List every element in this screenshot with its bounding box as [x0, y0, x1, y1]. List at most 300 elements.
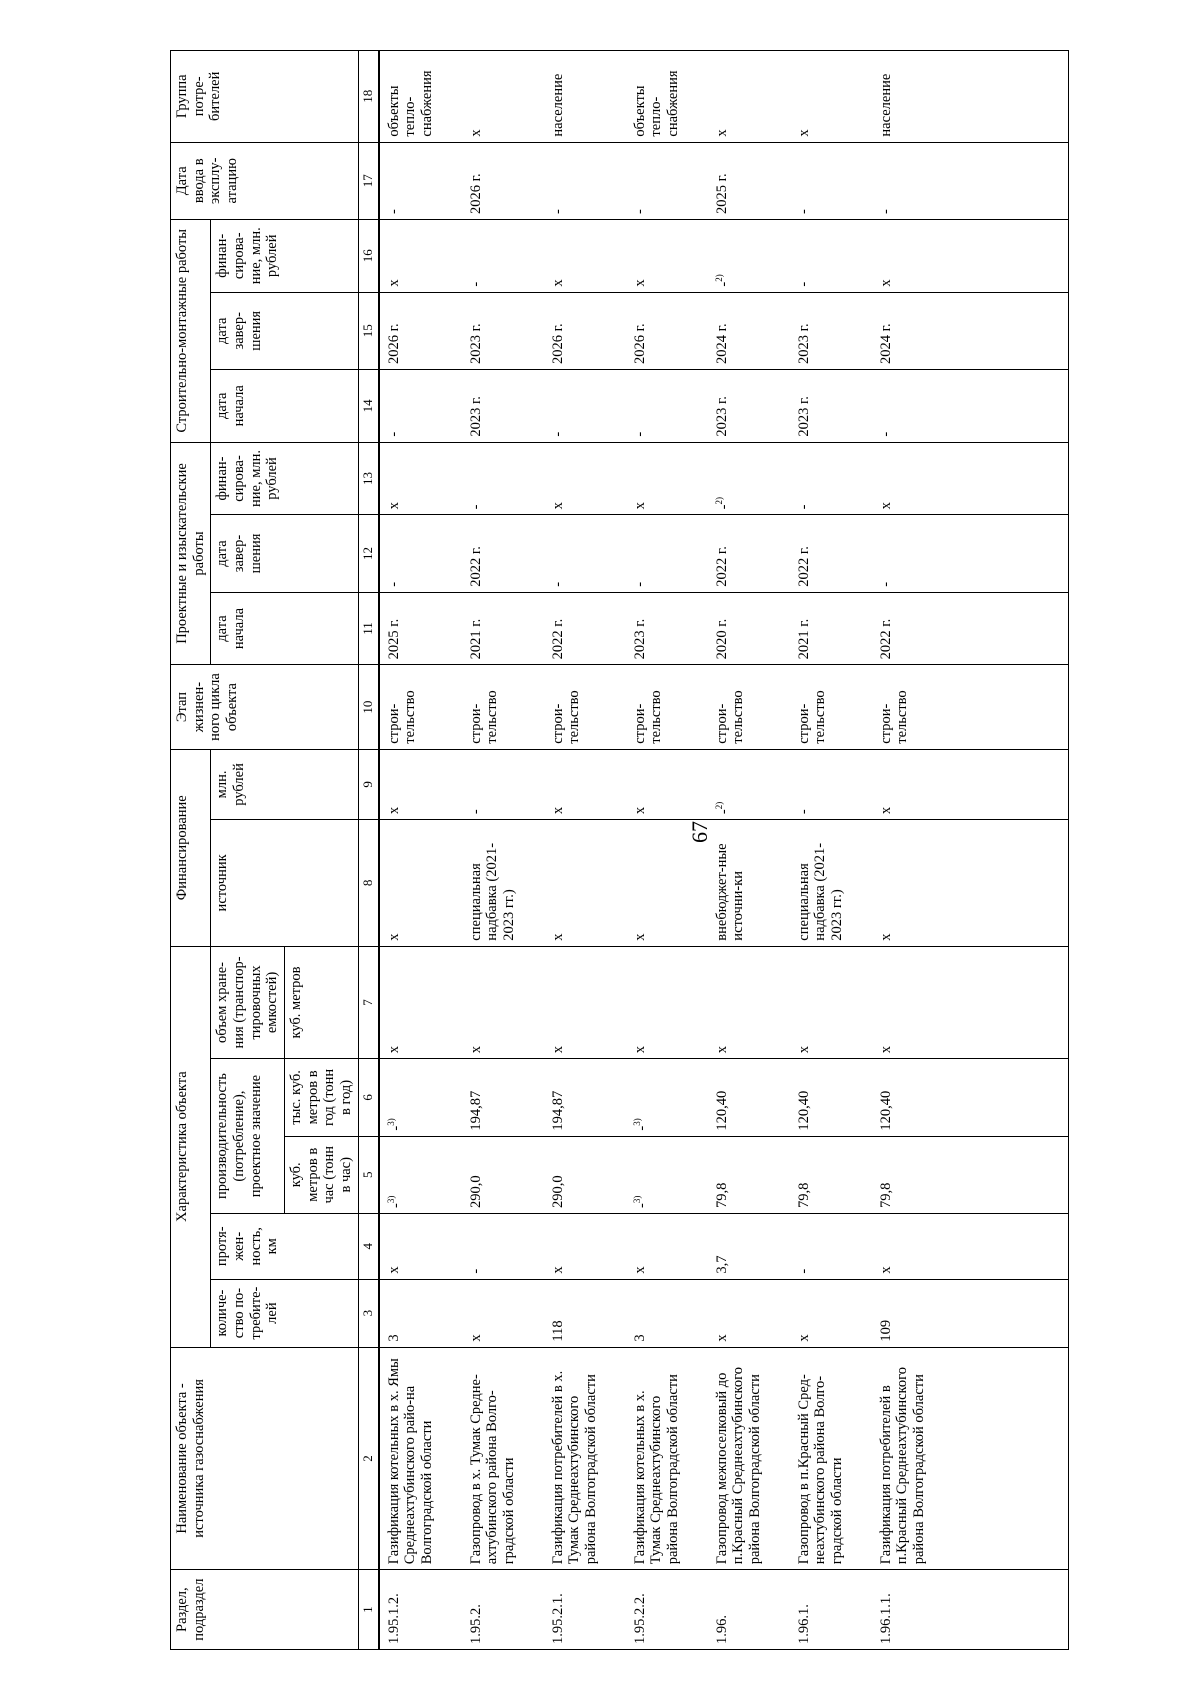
col-number: 7: [358, 946, 378, 1059]
cell-value: x: [549, 1266, 566, 1274]
table-cell-col-12: [462, 515, 544, 592]
cell-value: строи-тельство: [467, 690, 501, 744]
cell-value: население: [877, 73, 894, 137]
cell-value: 194,87: [467, 1090, 484, 1131]
table-cell-col-4: [379, 1213, 462, 1279]
table-cell-col-14: [379, 369, 462, 442]
cell-value: 1.95.2.: [467, 1604, 484, 1644]
cell-value: 1.96.1.: [795, 1604, 812, 1644]
table-cell-col-7: [379, 946, 462, 1059]
cell-value: строи-тельство: [385, 690, 419, 744]
cell-value: x: [713, 1334, 730, 1342]
header-consumers-count: количе-ство по-требите-лей: [211, 1279, 358, 1347]
table-cell-col-2: [379, 1347, 462, 1570]
header-design-financing: финан-сирова-ние, млн. рублей: [211, 442, 358, 515]
table-cell-col-1: [544, 1570, 626, 1650]
cell-value: 1.95.1.2.: [385, 1593, 402, 1644]
header-object-name: Наименование объекта - источника газоснабжения: [171, 1347, 359, 1570]
table-cell-col-6: [872, 1059, 1069, 1136]
col-number: 10: [358, 665, 378, 749]
cell-value: 290,0: [467, 1175, 484, 1208]
cell-value: 79,8: [795, 1182, 812, 1208]
table-cell-col-1: [462, 1570, 544, 1650]
table-row: [626, 51, 708, 1650]
table-cell-col-7: [544, 946, 626, 1059]
cell-value: 2024 г.: [877, 323, 894, 364]
table-cell-col-3: [708, 1279, 790, 1347]
rotated-table-container: [170, 50, 1200, 1650]
cell-value: -: [385, 581, 402, 587]
table-cell-col-14: [544, 369, 626, 442]
table-cell-col-6: [462, 1059, 544, 1136]
table-cell-col-11: [790, 592, 872, 665]
table-cell-col-9: [790, 749, 872, 819]
col-number: 12: [358, 515, 378, 592]
table-cell-col-11: [544, 592, 626, 665]
table-cell-col-3: [379, 1279, 462, 1347]
cell-value: x: [877, 806, 894, 815]
cell-value: -: [549, 431, 566, 437]
cell-value: 2022 г.: [713, 546, 730, 587]
table-cell-col-12: [790, 515, 872, 592]
cell-value: 2023 г.: [467, 323, 484, 364]
table-cell-col-12: [379, 515, 462, 592]
table-cell-col-13: [379, 442, 462, 515]
table-cell-col-4: [790, 1213, 872, 1279]
table-cell-col-11: [708, 592, 790, 665]
table-cell-col-6: [379, 1059, 462, 1136]
table-cell-col-16: [379, 219, 462, 292]
cell-value: 1.96.1.1.: [877, 1593, 894, 1644]
table-cell-col-6: [708, 1059, 790, 1136]
cell-value: 3: [385, 1334, 402, 1342]
header-design-end: дата завер-шения: [211, 515, 358, 592]
table-cell-col-8: [872, 820, 1069, 947]
table-row: [379, 51, 462, 1650]
table-cell-col-18: [872, 51, 1069, 143]
cell-value: -: [631, 431, 648, 437]
table-cell-col-7: [872, 946, 1069, 1059]
table-cell-col-17: [708, 142, 790, 219]
header-length-km: протя-жен-ность, км: [211, 1213, 358, 1279]
header-section: Раздел, подраздел: [171, 1570, 359, 1650]
table-cell-col-10: [790, 665, 872, 749]
header-financing: Финансирование: [171, 749, 211, 946]
table-cell-col-15: [626, 292, 708, 369]
table-cell-col-10: [462, 665, 544, 749]
table-cell-col-15: [708, 292, 790, 369]
table-cell-col-10: [379, 665, 462, 749]
cell-value: x: [631, 502, 648, 510]
header-design-works: Проектные и изыскательские работы: [171, 442, 211, 665]
table-cell-col-17: [544, 142, 626, 219]
cell-value: Газопровод межпоселковый до п.Красный Среднеахтубинского района Волгоградской области: [713, 1367, 763, 1565]
cell-value: специальная надбавка (2021-2023 гг.): [467, 842, 517, 941]
cell-value: 2026 г.: [549, 323, 566, 364]
table-body: [379, 51, 1069, 1650]
cell-value: 2026 г.: [631, 323, 648, 364]
cell-value: строи-тельство: [713, 690, 747, 744]
header-lifecycle-stage: Этап жизнен-ного цикла объекта: [171, 665, 359, 749]
table-cell-col-5: [379, 1136, 462, 1213]
table-cell-col-8: [708, 820, 790, 947]
table-cell-col-15: [544, 292, 626, 369]
header-object-characteristics: Характеристика объекта: [171, 946, 211, 1347]
cell-value: -: [795, 504, 812, 510]
cell-value: x: [713, 129, 730, 137]
cell-value: -: [467, 281, 484, 287]
table-cell-col-1: [872, 1570, 1069, 1650]
table-cell-col-3: [462, 1279, 544, 1347]
table-cell-col-10: [708, 665, 790, 749]
table-cell-col-1: [626, 1570, 708, 1650]
table-cell-col-10: [626, 665, 708, 749]
header-design-start: дата начала: [211, 592, 358, 665]
table-row: [462, 51, 544, 1650]
cell-value: x: [877, 933, 894, 941]
table-cell-col-4: [626, 1213, 708, 1279]
footnote-marker: 2): [713, 274, 724, 282]
header-capacity-hourly: куб. метров в час (тонн в час): [285, 1136, 359, 1213]
header-storage-volume: объем хране-ния (транспор-тировочных емкостей): [211, 946, 285, 1059]
cell-value: строи-тельство: [877, 690, 911, 744]
table-cell-col-14: [872, 369, 1069, 442]
cell-value: 2023 г.: [631, 618, 648, 660]
table-cell-col-12: [626, 515, 708, 592]
cell-value: строи-тельство: [795, 690, 829, 744]
cell-value: 109: [877, 1319, 894, 1342]
col-number: 1: [358, 1570, 378, 1650]
table-cell-col-7: [708, 946, 790, 1059]
col-number: 15: [358, 292, 378, 369]
cell-value: x: [549, 806, 566, 815]
table-cell-col-15: [872, 292, 1069, 369]
table-cell-col-2: [872, 1347, 1069, 1570]
table-cell-col-16: [872, 219, 1069, 292]
table-cell-col-17: [379, 142, 462, 219]
cell-value: -: [631, 209, 648, 214]
table-cell-col-18: [462, 51, 544, 143]
col-number: 4: [358, 1213, 378, 1279]
col-number: 3: [358, 1279, 378, 1347]
cell-value: объекты тепло-снабжения: [631, 70, 681, 137]
table-cell-col-8: [462, 820, 544, 947]
table-cell-col-18: [626, 51, 708, 143]
table-cell-col-12: [544, 515, 626, 592]
header-fin-source: источник: [211, 820, 358, 947]
cell-value: 2022 г.: [549, 618, 566, 660]
table-cell-col-17: [626, 142, 708, 219]
col-number: 11: [358, 592, 378, 665]
cell-value: Газопровод в х. Тумак Средне-ахтубинского района Волго-градской области: [467, 1374, 517, 1565]
col-number: 14: [358, 369, 378, 442]
table-cell-col-1: [379, 1570, 462, 1650]
table-cell-col-18: [544, 51, 626, 143]
cell-value: x: [631, 1266, 648, 1274]
cell-value: -: [387, 1203, 404, 1208]
cell-value: строи-тельство: [549, 690, 583, 744]
cell-value: x: [549, 502, 566, 510]
table-cell-col-5: [544, 1136, 626, 1213]
cell-value: Газификация потребителей в х. Тумак Среднеахтубинского района Волгоградской области: [549, 1370, 599, 1565]
cell-value: -: [633, 1125, 650, 1131]
cell-value: -: [877, 209, 894, 214]
cell-value: -: [877, 431, 894, 437]
cell-value: x: [385, 279, 402, 287]
table-row: [708, 51, 790, 1650]
cell-value: x: [877, 279, 894, 287]
table-cell-col-16: [790, 219, 872, 292]
table-cell-col-11: [462, 592, 544, 665]
table-cell-col-5: [626, 1136, 708, 1213]
cell-value: 2026 г.: [467, 173, 484, 214]
table-cell-col-5: [872, 1136, 1069, 1213]
table-cell-col-3: [626, 1279, 708, 1347]
col-number: 5: [358, 1136, 378, 1213]
header-storage-unit: куб. метров: [285, 946, 359, 1059]
cell-value: внебюджет-ные источни-ки: [713, 843, 747, 941]
cell-value: -: [795, 1268, 812, 1274]
cell-value: 194,87: [549, 1090, 566, 1131]
table-cell-col-13: [544, 442, 626, 515]
table-cell-col-11: [626, 592, 708, 665]
table-cell-col-8: [379, 820, 462, 947]
cell-value: строи-тельство: [631, 690, 665, 744]
cell-value: Газопровод в п.Красный Сред-неахтубинского района Волго-градской области: [795, 1374, 845, 1565]
cell-value: 2022 г.: [795, 546, 812, 587]
table-row: [872, 51, 1069, 1650]
cell-value: -: [467, 809, 484, 815]
table-cell-col-2: [790, 1347, 872, 1570]
page-number: 67: [687, 821, 712, 843]
table-cell-col-14: [626, 369, 708, 442]
table-cell-col-11: [872, 592, 1069, 665]
header-construction-works: Строительно-монтажные работы: [171, 219, 211, 442]
cell-value: 2026 г.: [385, 323, 402, 364]
cell-value: 2020 г.: [713, 618, 730, 660]
cell-value: x: [877, 1045, 894, 1054]
table-cell-col-14: [462, 369, 544, 442]
cell-value: x: [467, 1334, 484, 1342]
col-number: 18: [358, 51, 378, 143]
cell-value: x: [467, 1045, 484, 1054]
cell-value: 1.95.2.1.: [549, 1593, 566, 1644]
table-cell-col-1: [790, 1570, 872, 1650]
table-cell-col-14: [708, 369, 790, 442]
cell-value: Газификация котельных в х. Тумак Среднеахтубинского района Волгоградской области: [631, 1374, 681, 1565]
col-number: 2: [358, 1347, 378, 1570]
table-cell-col-8: [626, 820, 708, 947]
col-number: 9: [358, 749, 378, 819]
table-cell-col-12: [872, 515, 1069, 592]
table-cell-col-10: [872, 665, 1069, 749]
cell-value: x: [631, 1045, 648, 1054]
table-cell-col-3: [544, 1279, 626, 1347]
cell-value: x: [385, 806, 402, 815]
cell-value: специальная надбавка (2021-2023 гг.): [795, 842, 845, 941]
cell-value: x: [713, 1045, 730, 1054]
col-number: 16: [358, 219, 378, 292]
cell-value: x: [549, 933, 566, 941]
cell-value: x: [385, 933, 402, 941]
table-cell-col-3: [790, 1279, 872, 1347]
cell-value: x: [631, 279, 648, 287]
table-cell-col-4: [462, 1213, 544, 1279]
table-cell-col-10: [544, 665, 626, 749]
cell-value: -: [467, 504, 484, 510]
table-cell-col-5: [790, 1136, 872, 1213]
cell-value: 1.96.: [713, 1615, 730, 1644]
cell-value: 120,40: [877, 1090, 894, 1131]
cell-value: 120,40: [795, 1090, 812, 1131]
table-cell-col-12: [708, 515, 790, 592]
cell-value: -: [385, 209, 402, 214]
table-cell-col-9: [872, 749, 1069, 819]
table-cell-col-8: [544, 820, 626, 947]
header-consumer-group: Группа потре-бителей: [171, 51, 359, 143]
footnote-marker: 2): [713, 496, 724, 505]
cell-value: 2024 г.: [713, 323, 730, 364]
table-cell-col-16: [626, 219, 708, 292]
table-cell-col-13: [708, 442, 790, 515]
cell-value: объекты тепло-снабжения: [385, 70, 435, 137]
table-cell-col-4: [872, 1213, 1069, 1279]
cell-value: 120,40: [713, 1090, 730, 1131]
header-capacity-yearly: тыс. куб. метров в год (тонн в год): [285, 1059, 359, 1136]
cell-value: x: [631, 806, 648, 815]
table-cell-col-13: [626, 442, 708, 515]
cell-value: -: [715, 809, 732, 815]
cell-value: -: [549, 581, 566, 587]
header-construction-end: дата завер-шения: [211, 292, 358, 369]
header-capacity: производительность (потребление), проектное значение: [211, 1059, 285, 1214]
cell-value: -: [877, 581, 894, 587]
cell-value: 79,8: [877, 1182, 894, 1208]
table-row: [544, 51, 626, 1650]
table-cell-col-13: [462, 442, 544, 515]
col-number: 8: [358, 820, 378, 947]
cell-value: 2025 г.: [385, 618, 402, 660]
header-construction-financing: финан-сирова-ние, млн. рублей: [211, 219, 358, 292]
table-cell-col-7: [462, 946, 544, 1059]
cell-value: 2023 г.: [467, 396, 484, 437]
cell-value: население: [549, 73, 566, 137]
cell-value: -: [795, 809, 812, 815]
cell-value: x: [385, 1045, 402, 1054]
table-cell-col-11: [379, 592, 462, 665]
cell-value: 3: [631, 1334, 648, 1342]
table-cell-col-13: [872, 442, 1069, 515]
cell-value: 290,0: [549, 1175, 566, 1208]
cell-value: x: [549, 1045, 566, 1054]
header-construction-start: дата начала: [211, 369, 358, 442]
table-cell-col-4: [544, 1213, 626, 1279]
table-cell-col-9: [708, 749, 790, 819]
table-cell-col-17: [872, 142, 1069, 219]
table-cell-col-15: [462, 292, 544, 369]
table-cell-col-6: [626, 1059, 708, 1136]
cell-value: Газификация потребителей в п.Красный Среднеахтубинского района Волгоградской области: [877, 1367, 927, 1565]
table-cell-col-2: [626, 1347, 708, 1570]
table-cell-col-17: [462, 142, 544, 219]
cell-value: x: [631, 933, 648, 941]
cell-value: 2021 г.: [795, 618, 812, 660]
cell-value: 2022 г.: [877, 618, 894, 660]
cell-value: -: [385, 431, 402, 437]
col-number: 13: [358, 442, 378, 515]
table-cell-col-18: [790, 51, 872, 143]
table-cell-col-16: [708, 219, 790, 292]
cell-value: -: [631, 581, 648, 587]
cell-value: -: [633, 1203, 650, 1208]
table-cell-col-7: [626, 946, 708, 1059]
cell-value: 2023 г.: [795, 396, 812, 437]
cell-value: -: [795, 209, 812, 214]
cell-value: Газификация котельных в х. Ямы Среднеахтубинского райо-на Волгоградской области: [385, 1358, 435, 1565]
footnote-marker: 2): [713, 801, 724, 810]
footnote-marker: 3): [385, 1195, 396, 1204]
cell-value: x: [795, 129, 812, 137]
cell-value: 3,7: [713, 1255, 730, 1274]
table-cell-col-9: [379, 749, 462, 819]
cell-value: -: [795, 281, 812, 287]
footnote-marker: 3): [385, 1118, 396, 1126]
table-cell-col-13: [790, 442, 872, 515]
table-cell-col-18: [708, 51, 790, 143]
cell-value: x: [467, 129, 484, 137]
table-cell-col-2: [708, 1347, 790, 1570]
table-cell-col-17: [790, 142, 872, 219]
col-number: 17: [358, 142, 378, 219]
table-cell-col-3: [872, 1279, 1069, 1347]
cell-value: x: [877, 502, 894, 510]
cell-value: -: [715, 504, 732, 510]
table-cell-col-9: [544, 749, 626, 819]
table-cell-col-15: [790, 292, 872, 369]
table-cell-col-7: [790, 946, 872, 1059]
cell-value: 79,8: [713, 1182, 730, 1208]
cell-value: 2022 г.: [467, 546, 484, 587]
cell-value: x: [795, 1334, 812, 1342]
table-cell-col-9: [462, 749, 544, 819]
cell-value: 2021 г.: [467, 618, 484, 660]
table-cell-col-6: [790, 1059, 872, 1136]
cell-value: x: [877, 1266, 894, 1274]
table-cell-col-8: [790, 820, 872, 947]
table-cell-col-6: [544, 1059, 626, 1136]
cell-value: -: [549, 209, 566, 214]
cell-value: -: [387, 1125, 404, 1131]
cell-value: 1.95.2.2.: [631, 1593, 648, 1644]
table-cell-col-1: [708, 1570, 790, 1650]
cell-value: -: [715, 281, 732, 287]
table-cell-col-5: [708, 1136, 790, 1213]
table-cell-col-16: [544, 219, 626, 292]
cell-value: 2025 г.: [713, 173, 730, 214]
footnote-marker: 3): [631, 1118, 642, 1126]
table-cell-col-2: [462, 1347, 544, 1570]
table-cell-col-5: [462, 1136, 544, 1213]
table-cell-col-2: [544, 1347, 626, 1570]
gas-supply-table: [170, 50, 1069, 1650]
table-cell-col-16: [462, 219, 544, 292]
header-fin-amount: млн. рублей: [211, 749, 358, 819]
footnote-marker: 3): [631, 1195, 642, 1204]
table-cell-col-18: [379, 51, 462, 143]
table-cell-col-15: [379, 292, 462, 369]
cell-value: x: [549, 279, 566, 287]
cell-value: x: [385, 1266, 402, 1274]
